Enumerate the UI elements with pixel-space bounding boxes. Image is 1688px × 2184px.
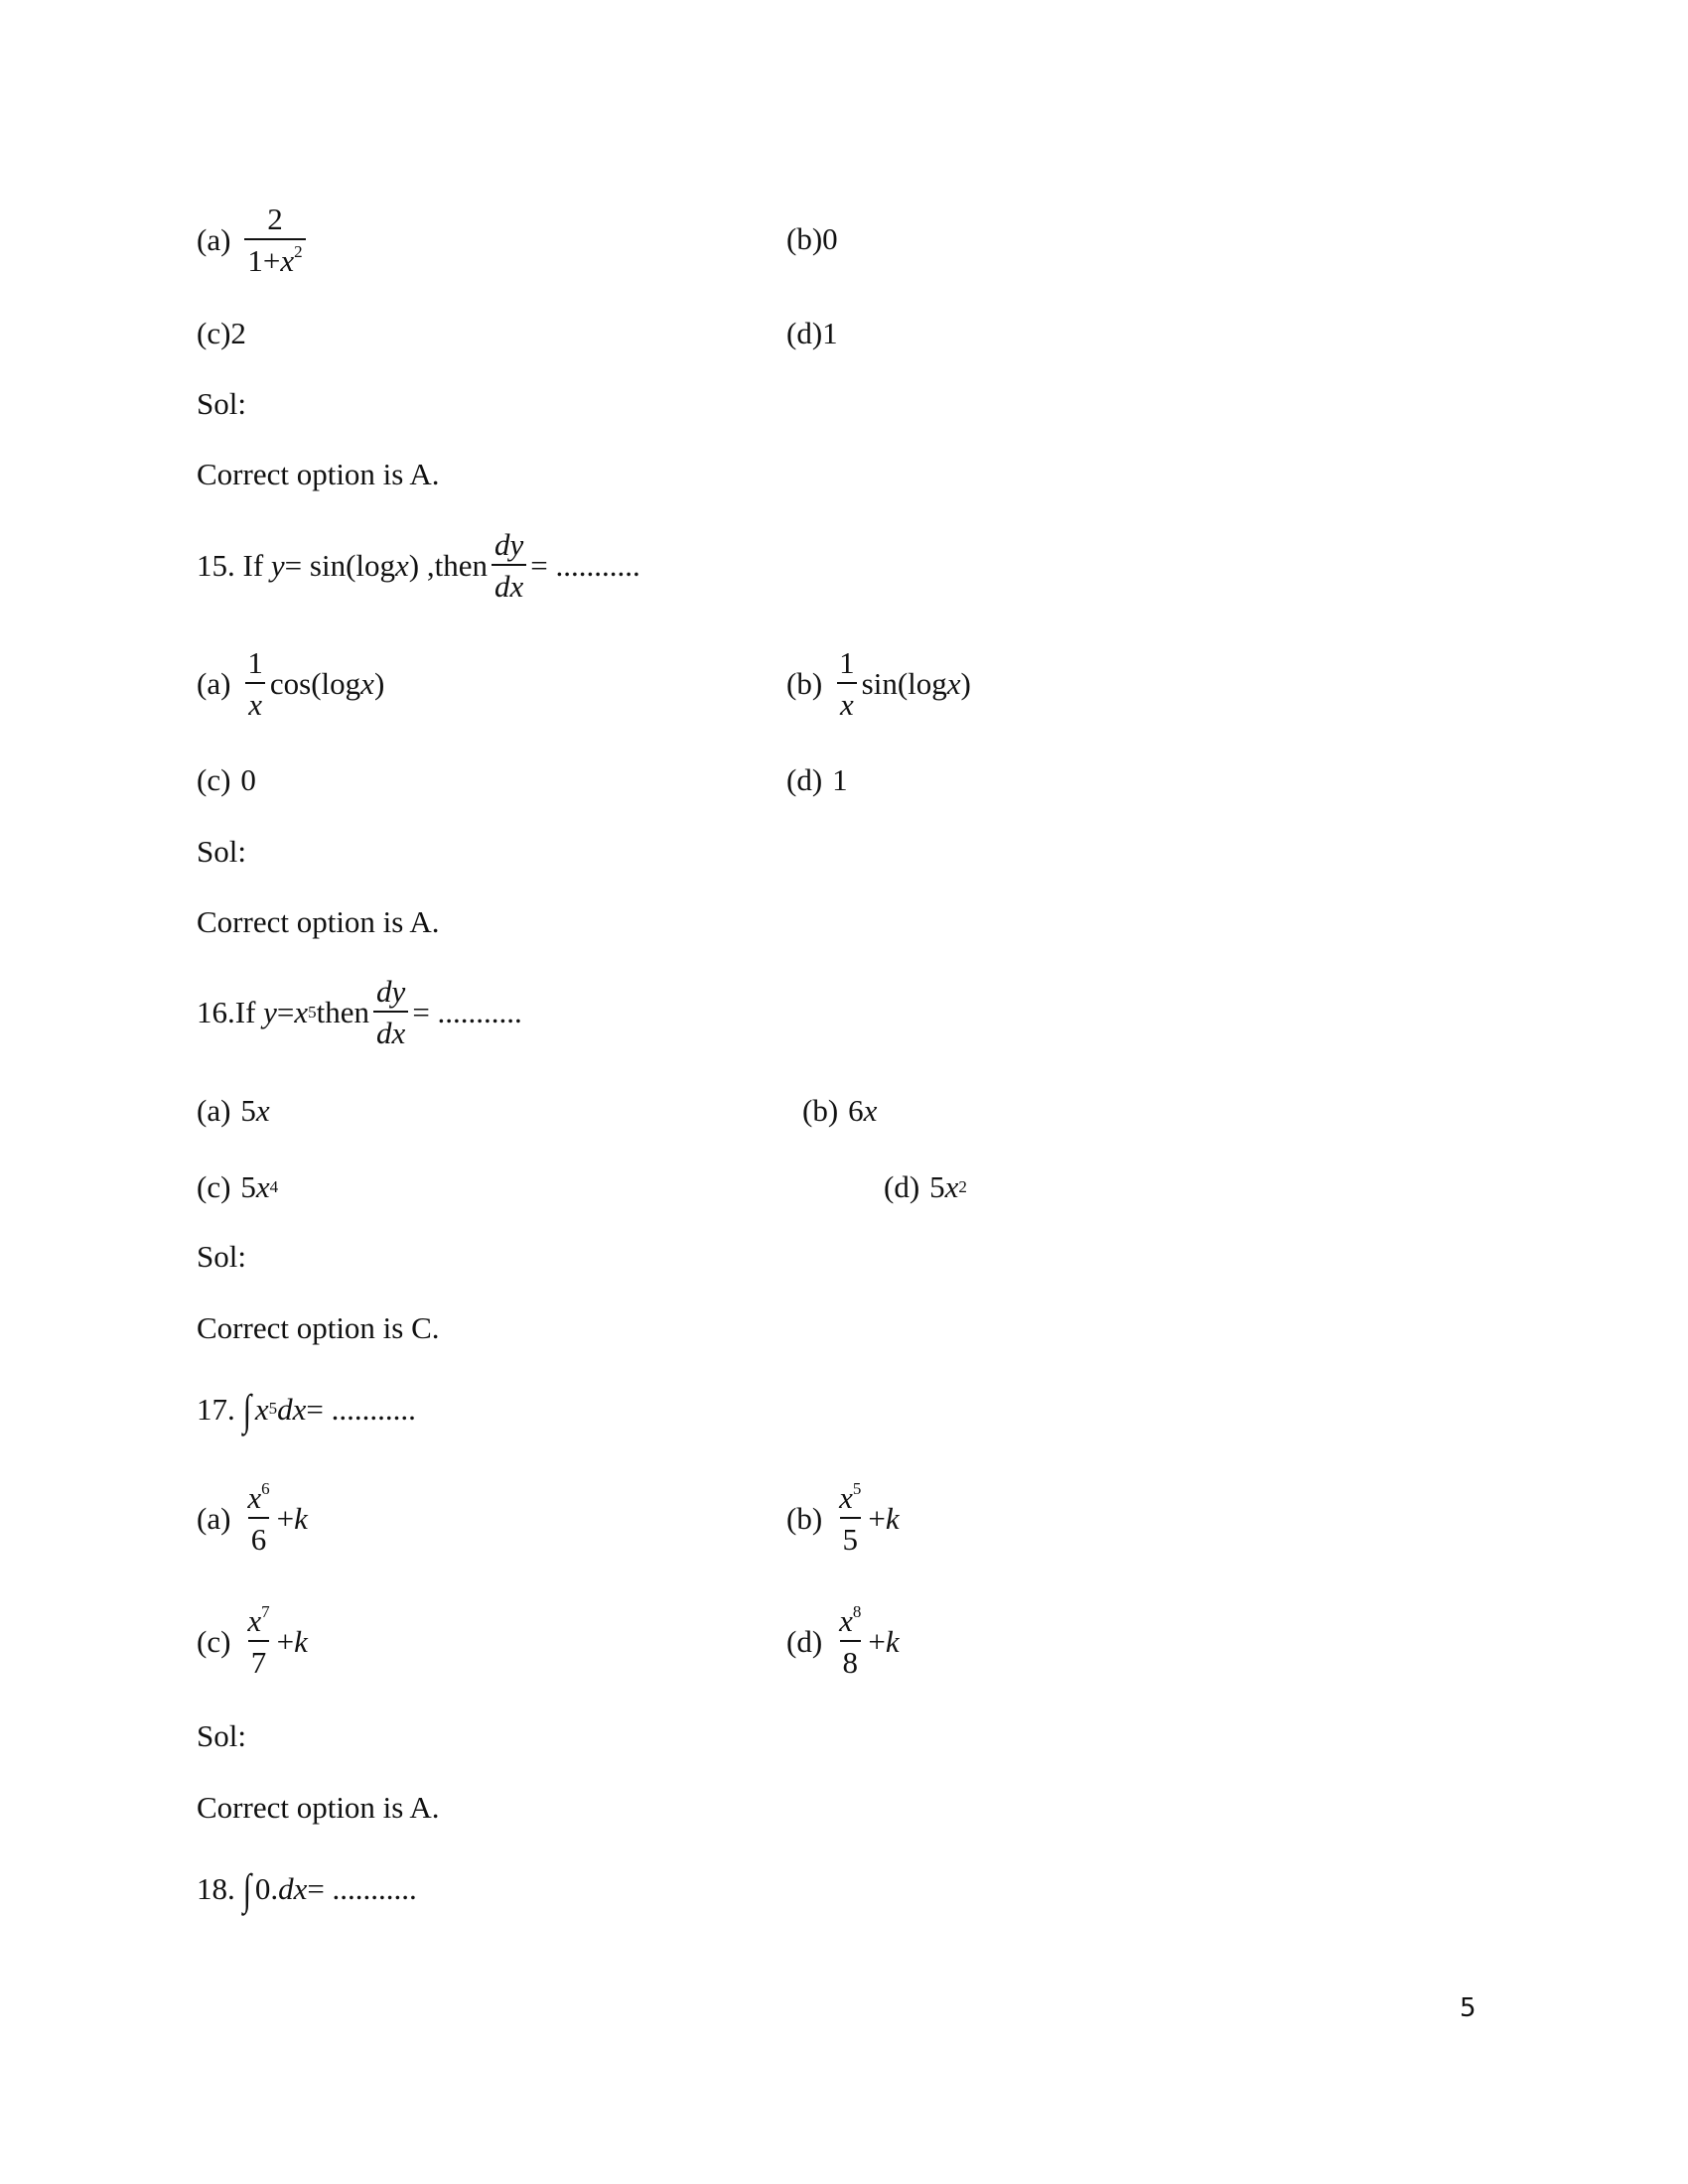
q15-answer: Correct option is A. bbox=[197, 904, 440, 939]
q16-question: 16.If y = x 5 then $\frac{dy}{dx}$ = ........... bbox=[197, 974, 522, 1050]
q17-sol: Sol: bbox=[197, 1718, 246, 1753]
q15-option-d: (d) 1 bbox=[786, 762, 848, 797]
integral-sign-icon: ∫ bbox=[242, 1865, 252, 1914]
option-label: (a) bbox=[197, 222, 231, 257]
q15-sol: Sol: bbox=[197, 834, 246, 869]
page-number: 5 bbox=[1460, 1993, 1477, 2023]
q17-option-c: (c) $\frac{x^7}{7}$ + k bbox=[197, 1602, 308, 1680]
integral-sign-icon: ∫ bbox=[242, 1386, 252, 1434]
derivative-fraction: $\frac{dy}{dx}$ bbox=[492, 529, 526, 602]
q16-sol: Sol: bbox=[197, 1239, 246, 1274]
q17-answer: Correct option is A. bbox=[197, 1790, 440, 1825]
q15-option-a: (a) $\frac{1}{x}$ cos(log x ) bbox=[197, 645, 385, 722]
q17-question: 17. ∫ x 5 dx = ........... bbox=[197, 1386, 416, 1434]
q16-option-b: (b) 6 x bbox=[802, 1093, 878, 1128]
q15-question: 15. If y = sin(log x ) ,then $\frac{dy}{dx}$ = ........... bbox=[197, 527, 640, 604]
q14-sol: Sol: bbox=[197, 386, 246, 421]
q14-option-a bbox=[197, 204, 310, 276]
q17-option-d: (d) $\frac{x^8}{8}$ + k bbox=[786, 1602, 900, 1680]
q17-option-b: (b) $\frac{x^5}{5}$ + k bbox=[786, 1479, 900, 1557]
q14-option-c: (c) 2 bbox=[197, 316, 246, 350]
q17-option-a: (a) $\frac{x^6}{6}$ + k bbox=[197, 1479, 308, 1557]
derivative-fraction: $\frac{dy}{dx}$ bbox=[373, 976, 408, 1048]
q14-answer: Correct option is A. bbox=[197, 457, 440, 491]
q16-option-a: (a) 5 x bbox=[197, 1093, 270, 1128]
q15-option-c: (c) 0 bbox=[197, 762, 256, 797]
q14-option-d: (d) 1 bbox=[786, 316, 838, 350]
q14-option-b: (b) 0 bbox=[786, 221, 838, 256]
q15-option-b: (b) $\frac{1}{x}$ sin(log x ) bbox=[786, 645, 971, 722]
q16-answer: Correct option is C. bbox=[197, 1310, 440, 1345]
fraction: $\frac{2}{1+x^2}$ bbox=[244, 204, 305, 276]
q18-question: 18. ∫ 0. dx = ........... bbox=[197, 1865, 417, 1914]
q16-option-d: (d) 5 x 2 bbox=[884, 1169, 967, 1204]
q16-option-c: (c) 5 x 4 bbox=[197, 1169, 279, 1204]
